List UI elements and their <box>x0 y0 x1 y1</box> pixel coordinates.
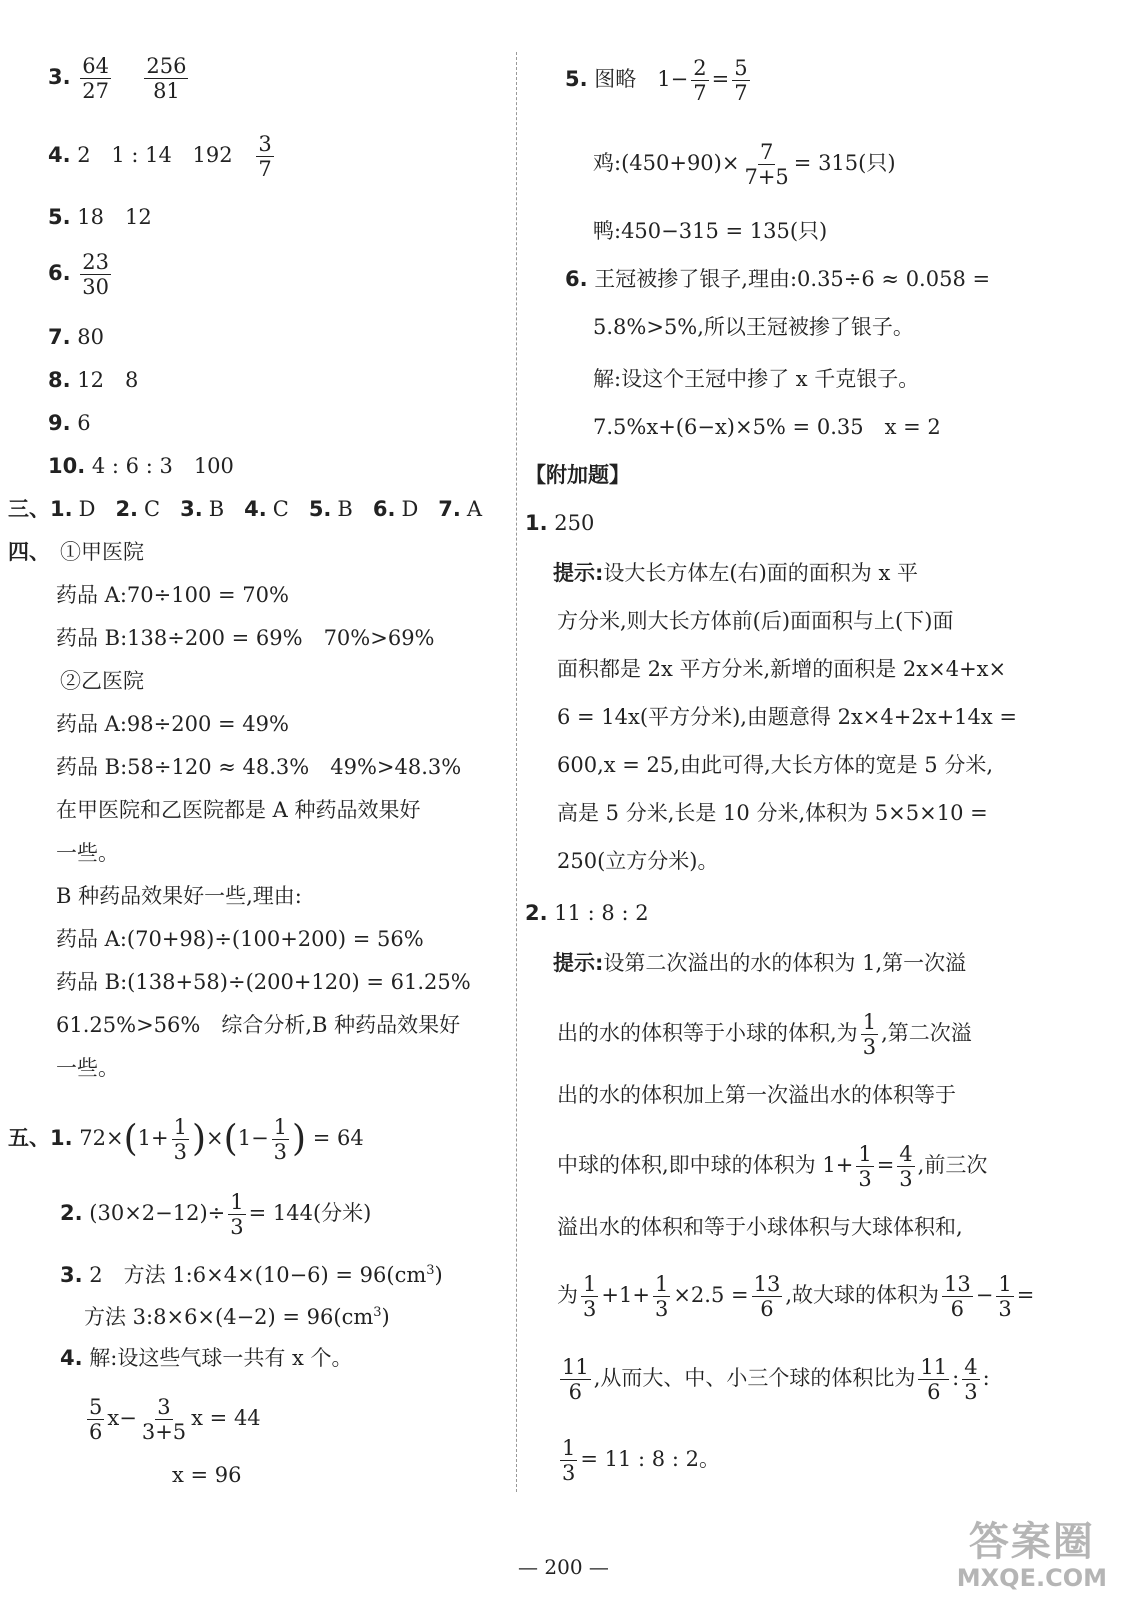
fraction: $\frac{5}{6}$ <box>89 1395 103 1444</box>
extra-2-hint-line7: $\frac{11}{6}$ ,从而大、中、小三个球的体积比为 $\frac{11}{6}$ : $\frac{4}{3}$ : <box>562 1355 990 1404</box>
multiple-choice-answer: 5. B <box>308 497 353 521</box>
multiple-choice-answer: 4. C <box>244 497 289 521</box>
fraction: $\frac{2}{7}$ <box>693 56 707 105</box>
section-4-line: 药品 B:58÷120 ≈ 48.3% 49%>48.3% <box>56 755 462 779</box>
multiple-choice-answer: 6. D <box>372 497 419 521</box>
answer-6: 6. $\frac{23}{30}$ <box>48 250 110 299</box>
fraction: $\frac{4}{3}$ <box>964 1355 978 1404</box>
fraction: $\frac{256}{81}$ <box>146 54 187 103</box>
extra-answer-1: 1. 250 <box>525 511 595 535</box>
extra-2-hint-line5: 溢出水的体积和等于小球体积与大球体积和, <box>557 1215 963 1239</box>
section-4-line: 药品 B:(138+58)÷(200+120) = 61.25% <box>56 970 471 994</box>
section-5-q4: 4. 解:设这些气球一共有 x 个。 <box>60 1346 353 1370</box>
multiple-choice-answer: 1. D <box>50 497 96 521</box>
section-5-q4-answer: x = 96 <box>172 1463 242 1487</box>
section-4-line: 药品 A:98÷200 = 49% <box>56 712 289 736</box>
section-4-line: 药品 B:138÷200 = 69% 70%>69% <box>56 626 435 650</box>
extra-2-hint-line6: 为 $\frac{1}{3}$ +1+ $\frac{1}{3}$ ×2.5 = $\frac{13}{6}$ ,故大球的体积为 $\frac{13}{6}$ − $\frac{1}{3}$ = <box>557 1272 1035 1321</box>
extra-2-hint-line8: $\frac{1}{3}$ = 11 : 8 : 2。 <box>562 1436 720 1485</box>
fraction: $\frac{1}{3}$ <box>654 1272 669 1321</box>
answer-10: 10. 4 : 6 : 3 100 <box>48 454 234 478</box>
section-4-line: ②乙医院 <box>60 669 144 693</box>
extra-2-hint-line2: 出的水的体积等于小球的体积,为 $\frac{1}{3}$ ,第二次溢 <box>557 1010 972 1059</box>
fraction: $\frac{1}{3}$ <box>998 1272 1012 1321</box>
section-4-line: 药品 A:(70+98)÷(100+200) = 56% <box>56 927 424 951</box>
fraction: $\frac{5}{7}$ <box>734 56 748 105</box>
fraction: $\frac{64}{27}$ <box>82 54 110 103</box>
fraction: $\frac{1}{3}$ <box>230 1190 244 1239</box>
fraction: $\frac{4}{3}$ <box>899 1142 913 1191</box>
section-4-line: 一些。 <box>56 841 119 865</box>
fraction: $\frac{23}{30}$ <box>82 250 110 299</box>
extra-questions-heading: 【附加题】 <box>525 463 630 487</box>
chicken-line: 鸡:(450+90)× $\frac{7}{7+5}$ = 315(只) <box>593 140 896 189</box>
fraction: $\frac{13}{6}$ <box>944 1272 971 1321</box>
right-answer-6-line3: 解:设这个王冠中掺了 x 千克银子。 <box>593 367 920 391</box>
fraction: $\frac{3}{7}$ <box>258 132 272 181</box>
fraction: $\frac{1}{3}$ <box>173 1115 187 1164</box>
section-4-line: 药品 A:70÷100 = 70% <box>56 583 289 607</box>
section-4-line: ①甲医院 <box>60 540 144 564</box>
section-5-q3: 3. 2 方法 1:6×4×(10−6) = $96(cm^3)$ <box>60 1263 443 1287</box>
section-5-q2: 2. (30×2−12)÷ $\frac{1}{3}$ = 144(分米) <box>60 1190 372 1239</box>
answer-8: 8. 12 8 <box>48 368 139 392</box>
answer-4: 4. 2 1 : 14 192 $\frac{3}{7}$ <box>48 132 272 181</box>
extra-1-hint-line: 高是 5 分米,长是 10 分米,体积为 5×5×10 = <box>557 801 988 825</box>
fraction: $\frac{1}{3}$ <box>583 1272 597 1321</box>
watermark-logo: 答案圈 MXQE.COM <box>956 1519 1107 1592</box>
section-5-q1: 五、1. 72×(1+ $\frac{1}{3}$ )×(1− $\frac{1}{3}$ ) = 64 <box>8 1115 364 1164</box>
multiple-choice-answer: 2. C <box>115 497 161 521</box>
section-4-line: 61.25%>56% 综合分析,B 种药品效果好 <box>56 1013 461 1037</box>
fraction: $\frac{1}{3}$ <box>862 1010 877 1059</box>
extra-answer-2: 2. 11 : 8 : 2 <box>525 901 649 925</box>
extra-2-hint-line4: 中球的体积,即中球的体积为 1+ $\frac{1}{3}$ = $\frac{4}{3}$ ,前三次 <box>557 1142 988 1191</box>
section-5-q3-method3: 方法 3:8×6×(4−2) = $96(cm^3)$ <box>84 1305 390 1329</box>
right-answer-6-line4: 7.5%x+(6−x)×5% = 0.35 x = 2 <box>593 415 941 439</box>
section-3-answers: 三、1. D 2. C 3. B 4. C 5. B 6. D 7. A <box>8 497 483 521</box>
right-answer-6-line2: 5.8%>5%,所以王冠被掺了银子。 <box>593 315 914 339</box>
fraction: $\frac{13}{6}$ <box>753 1272 781 1321</box>
fraction: $\frac{3}{3+5}$ <box>141 1395 187 1444</box>
extra-2-hint-line1: 提示:设第二次溢出的水的体积为 1,第一次溢 <box>553 951 967 975</box>
multiple-choice-answer: 3. B <box>180 497 225 521</box>
section-4-line: 在甲医院和乙医院都是 A 种药品效果好 <box>56 798 421 822</box>
fraction: $\frac{1}{3}$ <box>562 1436 576 1485</box>
extra-1-hint-line: 面积都是 2x 平方分米,新增的面积是 2x×4+x× <box>557 657 1007 681</box>
fraction: $\frac{7}{7+5}$ <box>744 140 789 189</box>
fraction: $\frac{1}{3}$ <box>273 1115 288 1164</box>
fraction: $\frac{11}{6}$ <box>562 1355 589 1404</box>
answer-3: 3. $\frac{64}{27}$ $\frac{256}{81}$ <box>48 54 187 103</box>
duck-line: 鸭:450−315 = 135(只) <box>593 219 828 243</box>
section-4-line: B 种药品效果好一些,理由: <box>56 884 302 908</box>
section-5-q4-equation: $\frac{5}{6}$ x− $\frac{3}{3+5}$ x = 44 <box>89 1395 261 1444</box>
page-number: — 200 — <box>518 1555 609 1579</box>
column-divider <box>516 52 517 1492</box>
extra-1-hint-line: 方分米,则大长方体前(后)面面积与上(下)面 <box>557 609 954 633</box>
section-4-label: 四、 <box>8 540 50 564</box>
extra-2-hint-line3: 出的水的体积加上第一次溢出水的体积等于 <box>557 1083 956 1107</box>
extra-1-hint-line: 600,x = 25,由此可得,大长方体的宽是 5 分米, <box>557 753 994 777</box>
answer-9: 9. 6 <box>48 411 91 435</box>
multiple-choice-answer: 7. A <box>438 497 483 521</box>
answer-7: 7. 80 <box>48 325 105 349</box>
right-answer-6: 6. 王冠被掺了银子,理由:0.35÷6 ≈ 0.058 = <box>565 267 991 291</box>
extra-1-hint-line: 提示:设大长方体左(右)面的面积为 x 平 <box>553 561 918 585</box>
right-answer-5: 5. 图略 1− $\frac{2}{7}$ = $\frac{5}{7}$ <box>565 56 748 105</box>
answer-5: 5. 18 12 <box>48 205 152 229</box>
extra-1-hint-line: 250(立方分米)。 <box>557 849 719 873</box>
section-4-line: 一些。 <box>56 1056 119 1080</box>
fraction: $\frac{1}{3}$ <box>858 1142 872 1191</box>
extra-1-hint-line: 6 = 14x(平方分米),由题意得 2x×4+2x+14x = <box>557 705 1017 729</box>
fraction: $\frac{11}{6}$ <box>920 1355 948 1404</box>
